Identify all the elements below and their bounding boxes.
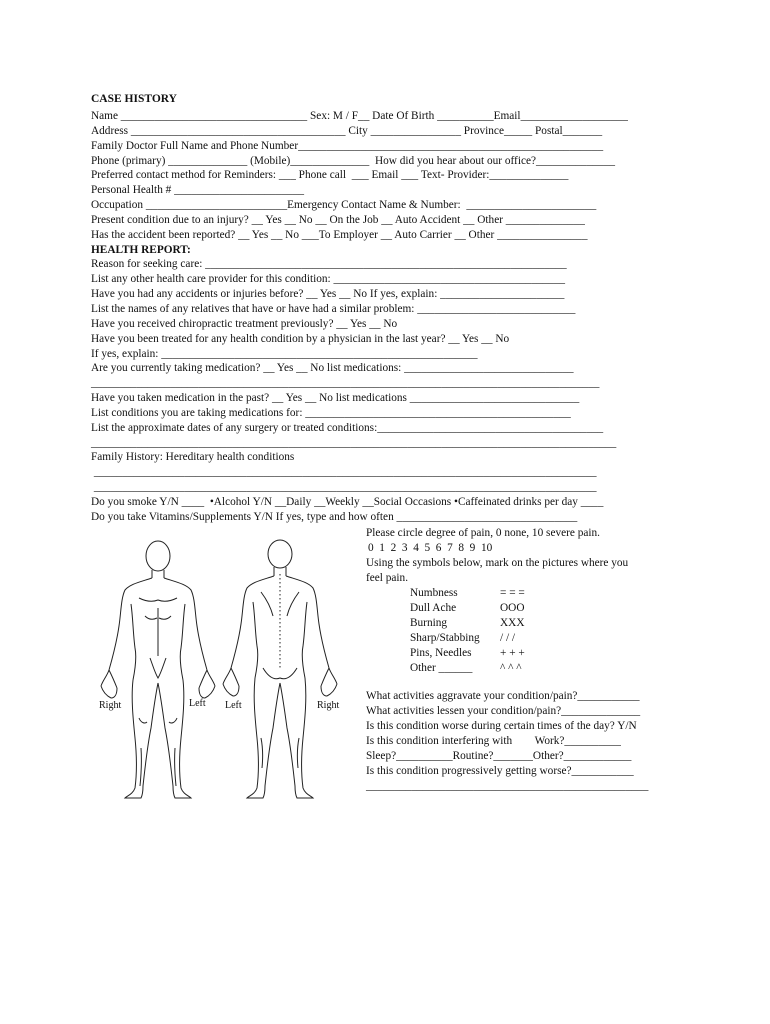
section-heading-health-report: HEALTH REPORT:	[91, 243, 191, 256]
symbol-legend	[410, 586, 550, 676]
form-line[interactable]: Preferred contact method for Reminders: ___ Phone call ___ Email ___ Text- Provider:______________	[91, 169, 569, 182]
form-line[interactable]: Do you take Vitamins/Supplements Y/N If yes, type and how often ________________________________	[91, 510, 578, 523]
pain-symbols-instructions-2: feel pain.	[366, 572, 409, 584]
symbol-name: Burning	[410, 617, 448, 629]
form-fields	[91, 109, 691, 525]
pain-instructions: Please circle degree of pain, 0 none, 10 severe pain.	[366, 527, 600, 539]
body-diagram[interactable]	[95, 538, 350, 803]
symbol-mark: / / /	[500, 632, 516, 644]
symbol-mark: = = =	[500, 587, 525, 599]
symbol-row	[410, 631, 550, 646]
back-right-label: Right	[317, 700, 340, 711]
body-outline-drawing[interactable]	[95, 538, 350, 803]
form-line[interactable]: Have you taken medication in the past? __ Yes __ No list medications ______________________________	[91, 392, 580, 405]
activity-question[interactable]: Is this condition interfering with Work?__________	[366, 735, 621, 747]
form-title: CASE HISTORY	[91, 93, 177, 105]
activity-question[interactable]: Sleep?__________Routine?_______Other?____________	[366, 750, 632, 762]
symbol-mark: XXX	[500, 617, 525, 629]
activity-question[interactable]: What activities aggravate your condition/pain?___________	[366, 690, 640, 702]
pain-scale-section	[366, 526, 686, 586]
activity-questions	[366, 689, 686, 794]
symbol-mark: + + +	[500, 647, 525, 659]
form-line[interactable]: _________________________________________________________________________________________	[91, 466, 597, 479]
front-right-label: Right	[99, 700, 122, 711]
back-left-label: Left	[225, 700, 242, 711]
form-line[interactable]: Occupation _________________________Emergency Contact Name & Number: _______________________	[91, 199, 597, 212]
pain-scale[interactable]: 0 1 2 3 4 5 6 7 8 9 10	[368, 542, 493, 554]
symbol-mark: ^ ^ ^	[500, 662, 522, 674]
pain-symbols-instructions: Using the symbols below, mark on the pictures where you	[366, 557, 629, 569]
form-line[interactable]: Family Doctor Full Name and Phone Number______________________________________________________	[91, 139, 604, 152]
form-line[interactable]: List any other health care provider for this condition: _________________________________________	[91, 273, 566, 286]
form-line[interactable]: Are you currently taking medication? __ Yes __ No list medications: ______________________________	[91, 362, 574, 375]
symbol-name: Numbness	[410, 587, 458, 599]
form-line[interactable]: If yes, explain: ________________________________________________________	[91, 347, 478, 360]
front-body-figure	[101, 541, 215, 798]
form-line[interactable]: List conditions you are taking medications for: _______________________________________________	[91, 406, 571, 419]
symbol-row	[410, 661, 550, 676]
form-line[interactable]: Have you had any accidents or injuries before? __ Yes __ No If yes, explain: ______________________	[91, 288, 565, 301]
symbol-row	[410, 601, 550, 616]
form-line[interactable]: __________________________________________________________________________________________	[91, 377, 600, 390]
activity-question[interactable]: Is this condition progressively getting worse?___________	[366, 765, 634, 777]
symbol-row	[410, 616, 550, 631]
form-line[interactable]: Present condition due to an injury? __ Yes __ No __ On the Job __ Auto Accident __ Other ______________	[91, 213, 585, 226]
symbol-name: Pins, Needles	[410, 647, 472, 659]
symbol-row	[410, 586, 550, 601]
form-line[interactable]: Have you been treated for any health condition by a physician in the last year? __ Yes __ No	[91, 332, 510, 345]
form-line[interactable]: _________________________________________________________________________________________	[91, 481, 597, 494]
form-line[interactable]: Name _________________________________ Sex: M / F__ Date Of Birth __________Email___________________	[91, 110, 628, 122]
back-body-figure	[223, 540, 340, 798]
symbol-mark: OOO	[500, 602, 525, 614]
form-line[interactable]: List the names of any relatives that have or have had a similar problem: ____________________________	[91, 302, 576, 315]
activity-question[interactable]: What activities lessen your condition/pain?______________	[366, 705, 641, 717]
symbol-name: Other ______	[410, 662, 473, 674]
form-line[interactable]: List the approximate dates of any surgery or treated conditions:________________________________________	[91, 421, 604, 434]
activity-question[interactable]: Is this condition worse during certain times of the day? Y/N	[366, 720, 637, 732]
form-line[interactable]: Personal Health # _______________________	[91, 184, 305, 197]
form-line[interactable]: _____________________________________________________________________________________________	[91, 436, 617, 449]
symbol-row	[410, 646, 550, 661]
form-line[interactable]: Phone (primary) ______________ (Mobile)______________ How did you hear about our office?______________	[91, 154, 616, 167]
form-line[interactable]: Address ______________________________________ City ________________ Province_____ Postal_______	[91, 124, 603, 137]
front-left-label: Left	[189, 698, 206, 709]
form-line[interactable]: Has the accident been reported? __ Yes __ No ___To Employer __ Auto Carrier __ Other ________________	[91, 228, 588, 241]
activity-question[interactable]: __________________________________________________	[366, 780, 649, 792]
form-line[interactable]: Family History: Hereditary health conditions	[91, 451, 295, 464]
form-line[interactable]: Have you received chiropractic treatment previously? __ Yes __ No	[91, 317, 398, 330]
form-line[interactable]: Do you smoke Y/N ____ •Alcohol Y/N __Daily __Weekly __Social Occasions •Caffeinated drinks per day ____	[91, 495, 604, 508]
symbol-name: Dull Ache	[410, 602, 457, 614]
symbol-name: Sharp/Stabbing	[410, 632, 480, 644]
form-line[interactable]: Reason for seeking care: ________________________________________________________________	[91, 258, 567, 271]
